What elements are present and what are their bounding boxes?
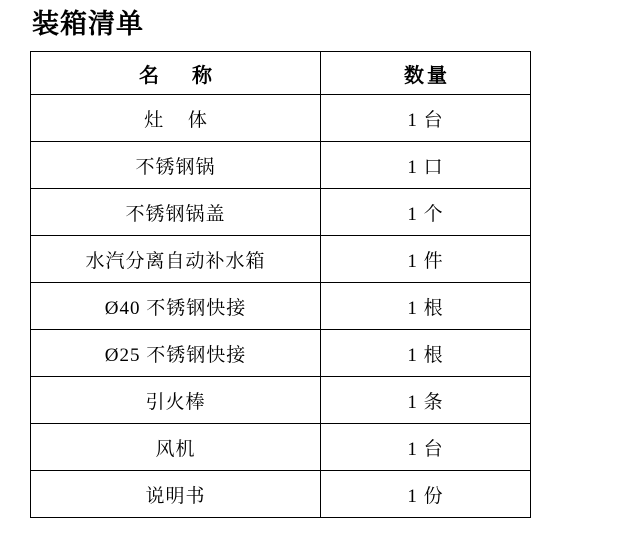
cell-item-name <box>31 189 321 236</box>
cell-item-quantity <box>321 377 531 424</box>
table-row <box>31 471 531 518</box>
column-header-quantity-text: 数量 <box>404 64 450 87</box>
table-row <box>31 377 531 424</box>
item-name-text: 不锈钢锅 <box>135 156 216 178</box>
table-row <box>31 189 531 236</box>
cell-item-quantity <box>321 471 531 518</box>
table-row <box>31 236 531 283</box>
cell-item-name <box>31 236 321 283</box>
cell-item-name <box>31 142 321 189</box>
item-quantity-text: 1 条 <box>407 391 444 413</box>
item-name-text: Ø40 不锈钢快接 <box>104 297 247 319</box>
cell-item-name <box>31 424 321 471</box>
packing-list-table <box>30 51 531 518</box>
table-body <box>31 95 531 518</box>
cell-item-quantity <box>321 95 531 142</box>
item-name-text: Ø25 不锈钢快接 <box>104 344 247 366</box>
cell-item-quantity <box>321 236 531 283</box>
cell-item-quantity <box>321 330 531 377</box>
item-quantity-text: 1 件 <box>407 250 444 272</box>
table-header-row <box>31 52 531 95</box>
item-name-text: 引火棒 <box>145 391 206 413</box>
table-row <box>31 142 531 189</box>
item-name-text: 灶 体 <box>144 109 217 131</box>
column-header-name <box>31 52 321 95</box>
item-name-text: 风机 <box>155 438 196 460</box>
item-quantity-text: 1 根 <box>407 297 444 319</box>
table-row <box>31 283 531 330</box>
item-quantity-text: 1 口 <box>407 156 444 178</box>
item-quantity-text: 1 根 <box>407 344 444 366</box>
cell-item-name <box>31 283 321 330</box>
cell-item-quantity <box>321 424 531 471</box>
table-row <box>31 330 531 377</box>
cell-item-quantity <box>321 189 531 236</box>
item-name-text: 说明书 <box>145 485 206 507</box>
column-header-quantity <box>321 52 531 95</box>
item-name-text: 不锈钢锅盖 <box>125 203 226 225</box>
page-title: 装箱清单 <box>32 9 144 39</box>
item-quantity-text: 1 个 <box>407 203 444 225</box>
cell-item-quantity <box>321 142 531 189</box>
cell-item-name <box>31 471 321 518</box>
cell-item-name <box>31 95 321 142</box>
item-quantity-text: 1 台 <box>407 109 444 131</box>
item-name-text: 水汽分离自动补水箱 <box>85 250 266 272</box>
item-quantity-text: 1 台 <box>407 438 444 460</box>
cell-item-quantity <box>321 283 531 330</box>
table-row <box>31 424 531 471</box>
item-quantity-text: 1 份 <box>407 485 444 507</box>
column-header-name-text: 名 称 <box>139 64 226 87</box>
cell-item-name <box>31 330 321 377</box>
table-row <box>31 95 531 142</box>
cell-item-name <box>31 377 321 424</box>
